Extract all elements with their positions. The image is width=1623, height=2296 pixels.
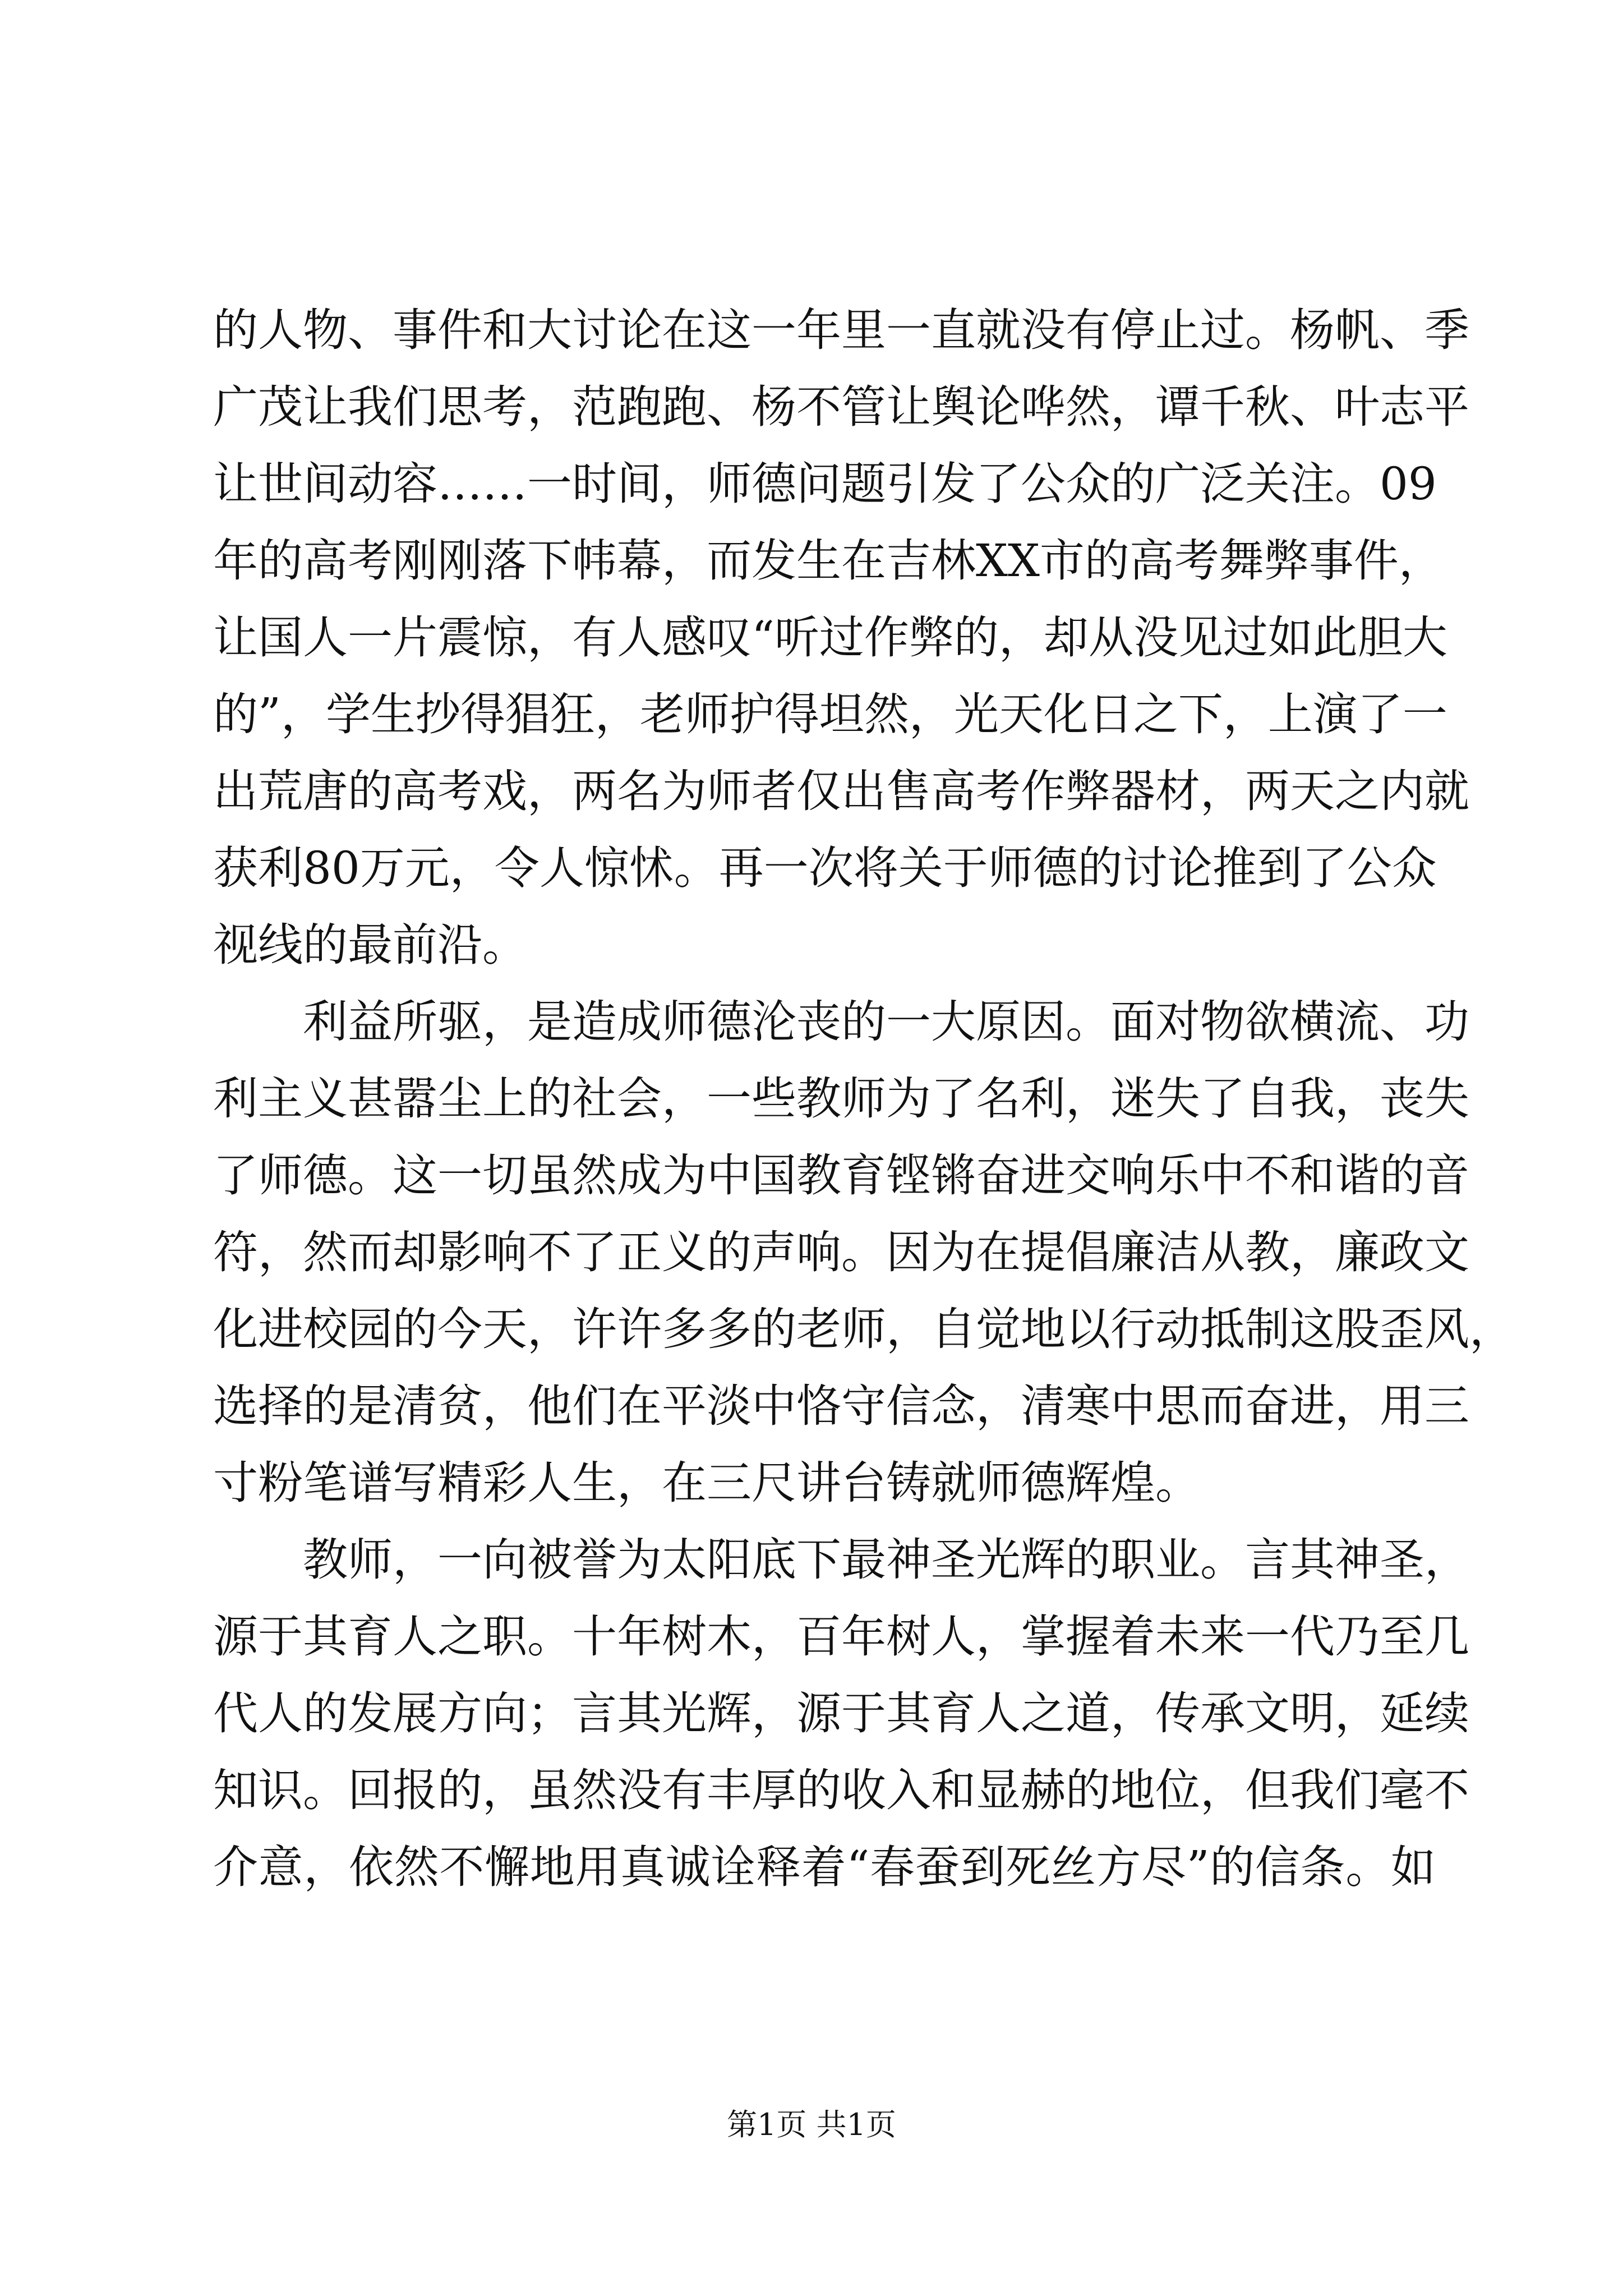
text-line: 年的高考刚刚落下帏幕，而发生在吉林XX市的高考舞弊事件， xyxy=(213,535,1444,587)
text-line: 的”，学生抄得猖狂，老师护得坦然，光天化日之下，上演了一 xyxy=(213,688,1447,740)
text-line: 教师，一向被誉为太阳底下最神圣光辉的职业。言其神圣， xyxy=(303,1534,1469,1586)
text-line: 化进校园的今天，许许多多的老师，自觉地以行动抵制这股歪风， xyxy=(213,1303,1514,1355)
text-line: 介意，依然不懈地用真诚诠释着“春蚕到死丝方尽”的信条。如 xyxy=(213,1841,1436,1893)
document-body xyxy=(213,292,1514,1906)
text-line: 让世间动容……一时间，师德问题引发了公众的广泛关注。09 xyxy=(213,458,1437,510)
text-line: 利益所驱，是造成师德沦丧的一大原因。面对物欲横流、功 xyxy=(303,996,1469,1048)
text-line: 获利80万元，令人惊怵。再一次将关于师德的讨论推到了公众 xyxy=(213,842,1437,894)
text-line: 视线的最前沿。 xyxy=(213,919,527,971)
text-line: 让国人一片震惊，有人感叹“听过作弊的，却从没见过如此胆大 xyxy=(213,611,1447,664)
text-line: 广茂让我们思考，范跑跑、杨不管让舆论哗然，谭千秋、叶志平 xyxy=(213,381,1469,433)
page-number-label: 第1页 共1页 xyxy=(727,2107,896,2142)
text-line: 选择的是清贫，他们在平淡中恪守信念，清寒中思而奋进，用三 xyxy=(213,1380,1469,1432)
text-line: 源于其育人之职。十年树木，百年树人，掌握着未来一代乃至几 xyxy=(213,1611,1469,1663)
text-line: 寸粉笔谱写精彩人生，在三尺讲台铸就师德辉煌。 xyxy=(213,1457,1200,1509)
text-line: 知识。回报的，虽然没有丰厚的收入和显赫的地位，但我们毫不 xyxy=(213,1764,1469,1816)
text-line: 了师德。这一切虽然成为中国教育铿锵奋进交响乐中不和谐的音 xyxy=(213,1149,1469,1202)
page-footer xyxy=(0,2102,1623,2147)
text-line: 代人的发展方向；言其光辉，源于其育人之道，传承文明，延续 xyxy=(213,1687,1469,1740)
text-line: 的人物、事件和大讨论在这一年里一直就没有停止过。杨帆、季 xyxy=(213,304,1469,356)
text-line: 利主义甚嚣尘上的社会，一些教师为了名利，迷失了自我，丧失 xyxy=(213,1073,1469,1125)
text-line: 符，然而却影响不了正义的声响。因为在提倡廉洁从教，廉政文 xyxy=(213,1226,1469,1278)
text-line: 出荒唐的高考戏，两名为师者仅出售高考作弊器材，两天之内就 xyxy=(213,765,1469,817)
